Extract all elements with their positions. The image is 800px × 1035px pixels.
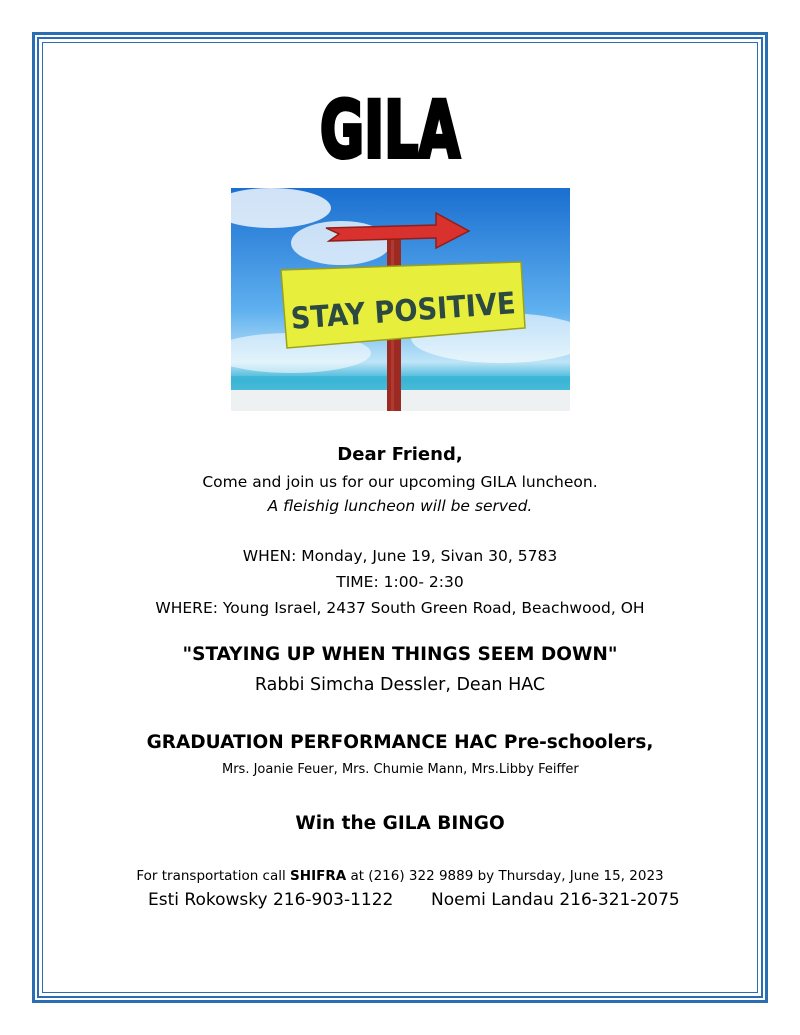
- sign-text: STAY POSITIVE: [289, 284, 540, 337]
- gila-logo-text: GILA: [320, 85, 460, 174]
- performance-title: GRADUATION PERFORMANCE HAC Pre-schoolers,: [146, 732, 654, 753]
- contact-noemi: Noemi Landau 216-321-2075: [431, 890, 680, 910]
- luncheon-note: A fleishig luncheon will be served.: [267, 497, 533, 515]
- stay-positive-illustration: [231, 188, 570, 411]
- transport-contact-name: SHIFRA: [290, 868, 347, 884]
- transport-suffix: at (216) 322 9889 by Thursday, June 15, 2023: [346, 868, 664, 884]
- bingo-text: Win the GILA BINGO: [295, 813, 505, 834]
- talk-speaker: Rabbi Simcha Dessler, Dean HAC: [254, 675, 546, 695]
- talk-title: "STAYING UP WHEN THINGS SEEM DOWN": [182, 644, 618, 665]
- contact-esti: Esti Rokowsky 216-903-1122: [148, 890, 394, 910]
- page-border-inner: [42, 42, 758, 993]
- transport-info: [0, 868, 800, 884]
- gila-logo: [315, 80, 465, 174]
- event-where: WHERE: Young Israel, 2437 South Green Road, Beachwood, OH: [155, 599, 645, 617]
- stay-positive-photo: [231, 188, 570, 411]
- greeting: Dear Friend,: [337, 444, 463, 465]
- transport-prefix: For transportation call: [136, 868, 291, 884]
- performance-teachers: Mrs. Joanie Feuer, Mrs. Chumie Mann, Mrs.Libby Feiffer: [222, 762, 579, 777]
- intro-text: Come and join us for our upcoming GILA luncheon.: [202, 473, 598, 491]
- event-time: TIME: 1:00- 2:30: [336, 573, 464, 591]
- event-when: WHEN: Monday, June 19, Sivan 30, 5783: [242, 547, 558, 565]
